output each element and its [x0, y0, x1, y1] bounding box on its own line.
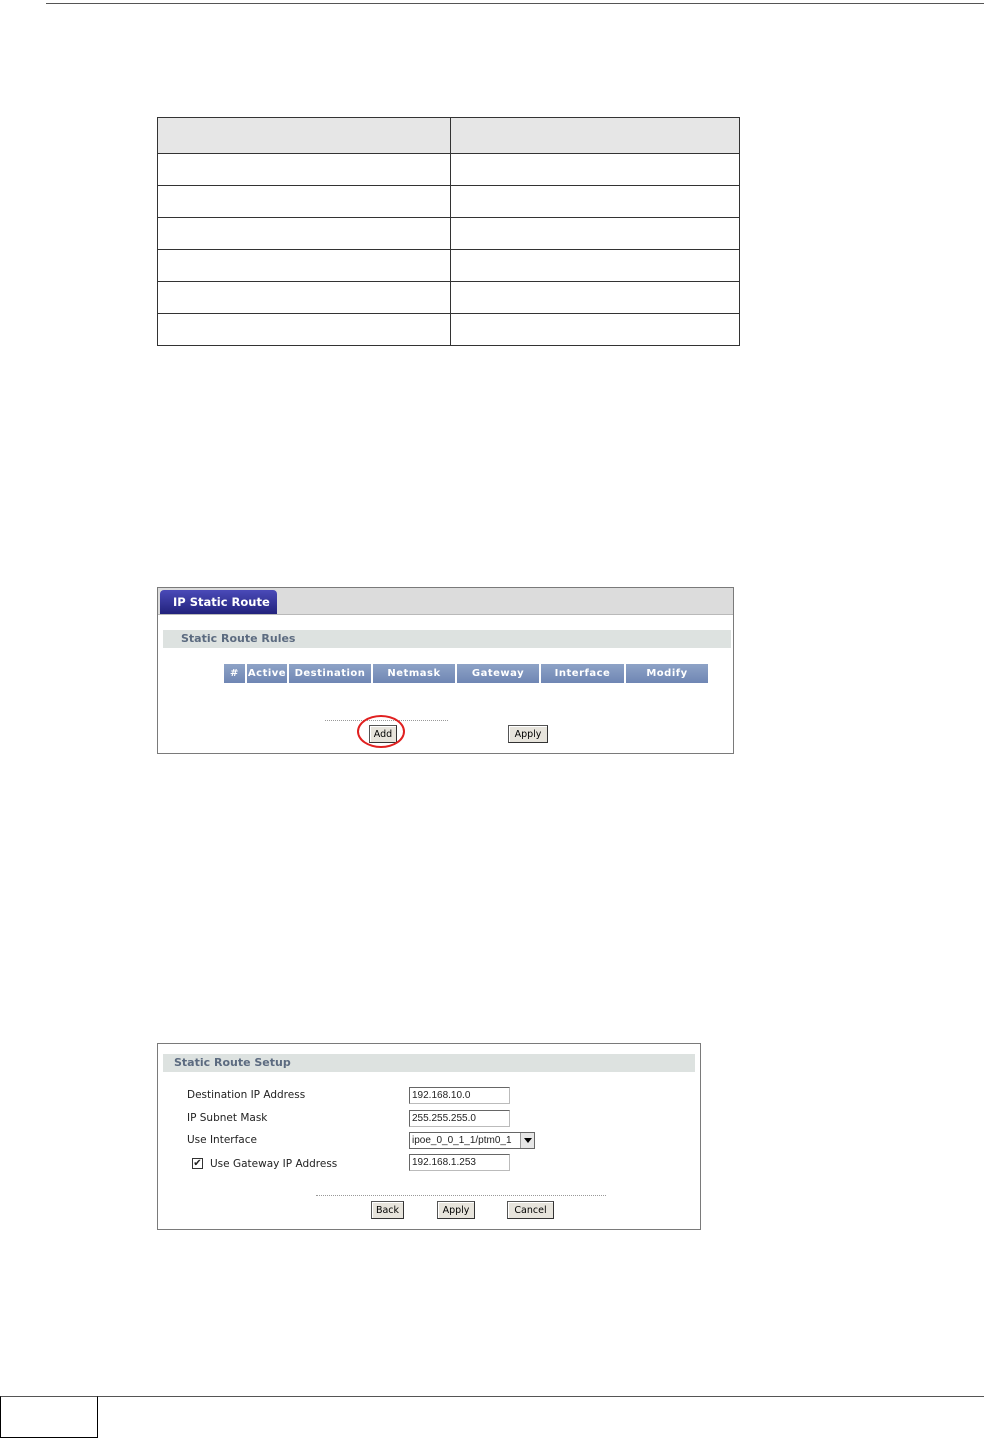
interface-select[interactable]	[409, 1132, 535, 1149]
page-number-box	[0, 1396, 98, 1438]
table-header-row	[158, 118, 740, 154]
section-title: Static Route Rules	[163, 630, 731, 648]
divider	[316, 1195, 606, 1196]
table-row	[158, 186, 740, 218]
subnet-mask-label: IP Subnet Mask	[187, 1112, 268, 1124]
column-header-interface: Interface	[541, 664, 624, 683]
column-header-gateway: Gateway	[457, 664, 539, 683]
destination-ip-label: Destination IP Address	[187, 1089, 306, 1101]
rules-table-header	[224, 664, 710, 683]
add-button[interactable]: Add	[369, 725, 397, 743]
column-header-destination: Destination	[289, 664, 371, 683]
static-route-setup-panel	[157, 1043, 701, 1230]
tab-ip-static-route[interactable]: IP Static Route	[160, 590, 277, 614]
column-header-active: Active	[247, 664, 287, 683]
column-header-netmask: Netmask	[373, 664, 455, 683]
apply-button[interactable]: Apply	[508, 725, 548, 743]
interface-select-value: ipoe_0_0_1_1/ptm0_1	[412, 1135, 512, 1146]
cancel-button[interactable]: Cancel	[507, 1201, 554, 1219]
table-row	[158, 218, 740, 250]
table-row	[158, 154, 740, 186]
section-title: Static Route Setup	[163, 1054, 695, 1072]
use-interface-label: Use Interface	[187, 1134, 257, 1146]
table-row	[158, 314, 740, 346]
apply-button[interactable]: Apply	[437, 1201, 475, 1219]
static-route-rules-panel	[157, 587, 734, 754]
use-gateway-checkbox[interactable]: ✔	[193, 1158, 202, 1169]
table-row	[158, 250, 740, 282]
column-header-modify: Modify	[626, 664, 708, 683]
table-row	[158, 282, 740, 314]
gateway-ip-input[interactable]: 192.168.1.253	[409, 1154, 510, 1171]
highlight-circle	[357, 715, 405, 748]
footer-rule	[0, 1396, 984, 1397]
blank-table	[157, 117, 740, 346]
chevron-down-icon[interactable]	[520, 1133, 534, 1148]
subnet-mask-input[interactable]: 255.255.255.0	[409, 1110, 510, 1127]
back-button[interactable]: Back	[371, 1201, 404, 1219]
use-gateway-label: Use Gateway IP Address	[210, 1158, 338, 1170]
column-header-index: #	[224, 664, 245, 683]
header-rule	[46, 3, 984, 4]
destination-ip-input[interactable]: 192.168.10.0	[409, 1087, 510, 1104]
tab-bar	[158, 588, 733, 615]
